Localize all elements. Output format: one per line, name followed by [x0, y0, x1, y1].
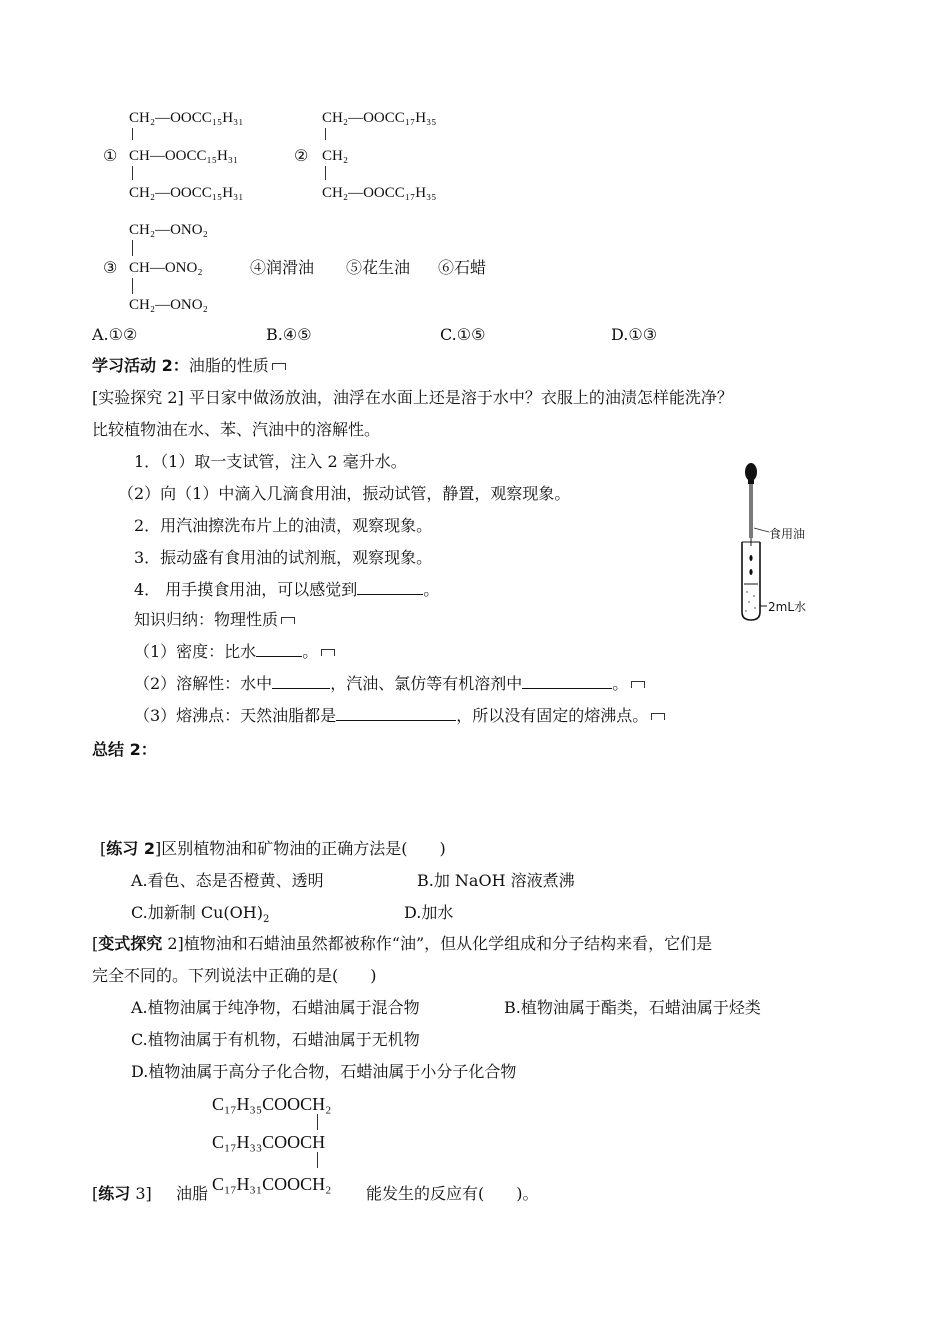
practice-2-text: 区别植物油和矿物油的正确方法是( ) [161, 839, 446, 858]
structure-3-number: ③ [103, 258, 118, 277]
bracket-open: [ [92, 1184, 99, 1203]
melting-end: ，所以没有固定的熔沸点。 [456, 706, 649, 725]
structure-3-bottom: CH₂—ONO₂ [129, 297, 208, 313]
step-1b: （2）向（1）中滴入几滴食用油，振动试管，静置，观察现象。 [118, 484, 571, 503]
option-b: B.④⑤ [266, 325, 312, 344]
paragraph-mark-icon [651, 713, 665, 720]
step-2: 2．用汽油擦洗布片上的油渍，观察现象。 [134, 516, 433, 535]
bond-line [325, 166, 326, 180]
bond-line [132, 166, 133, 180]
bond-line [317, 1152, 318, 1168]
option-a: A.①② [92, 325, 138, 344]
structure-2-bottom: CH₂—OOCC₁₇H₃₅ [322, 185, 437, 201]
activity-2-heading [92, 356, 286, 376]
bracket-close: ] [154, 839, 162, 858]
activity-2-label: 学习活动 2： [92, 356, 189, 375]
step-1: 1．（1）取一支试管，注入 2 毫升水。 [134, 452, 407, 471]
variant-2-line-1 [92, 934, 712, 954]
experiment-2-text-2: 比较植物油在水、苯、汽油中的溶解性。 [92, 420, 381, 439]
activity-2-title: 油脂的性质 [188, 356, 269, 375]
experiment-2-label: [实验探究 2] [92, 388, 184, 407]
practice-2-option-d: D.加水 [404, 903, 454, 922]
oil-label: 食用油 [769, 527, 806, 541]
summary-2-label: 总结 2： [92, 740, 157, 759]
formula-line-2: C₁₇H₃₃COOCH [212, 1132, 326, 1152]
formula-line-3: C₁₇H₃₁COOCH₂ [212, 1174, 332, 1194]
bond-line [132, 128, 133, 140]
substance-4: ④润滑油 [250, 258, 315, 277]
summary-physical [134, 610, 295, 630]
formula-line-1: C₁₇H₃₅COOCH₂ [212, 1094, 332, 1114]
paragraph-mark-icon [631, 681, 645, 688]
experiment-2-text-1: 平日家中做汤放油，油浮在水面上还是溶于水中？衣服上的油渍怎样能洗净？ [188, 388, 733, 407]
variant-2-option-b: B.植物油属于酯类，石蜡油属于烃类 [504, 998, 761, 1017]
density-end: 。 [302, 642, 319, 661]
solubility-end: 。 [612, 674, 629, 693]
variant-2-text-1: 植物油和石蜡油虽然都被称作“油”，但从化学组成和分子结构来看，它们是 [183, 934, 713, 953]
step-3: 3．振动盛有食用油的试剂瓶，观察现象。 [134, 548, 433, 567]
bond-line [325, 128, 326, 140]
step-4-text: 4． 用手摸食用油，可以感觉到 [134, 580, 358, 599]
substance-6: ⑥石蜡 [438, 258, 487, 277]
step-4 [134, 580, 439, 600]
structure-1-bottom: CH₂—OOCC₁₅H₃₁ [129, 185, 244, 201]
water-label: 2mL水 [768, 600, 807, 614]
structure-3-top: CH₂—ONO₂ [129, 222, 208, 238]
bond-line [132, 240, 133, 256]
practice-2-question [100, 839, 446, 859]
structure-2-mid: CH₂ [322, 148, 349, 164]
practice-3-label-text: 练习 [98, 1184, 131, 1203]
structure-2-top: CH₂—OOCC₁₇H₃₅ [322, 110, 437, 126]
paragraph-mark-icon [272, 363, 286, 370]
structure-3-mid: CH—ONO₂ [129, 260, 203, 276]
practice-3-number: 3] [130, 1184, 152, 1203]
step-4-end: 。 [423, 580, 440, 599]
structure-1-mid: CH—OOCC₁₅H₃₁ [129, 148, 239, 164]
blank-line [256, 655, 302, 657]
blank-line [272, 687, 330, 689]
variant-2-label: 变式探究 [98, 934, 163, 953]
solubility-label: （2）溶解性：水中 [134, 674, 273, 693]
summary-physical-label: 知识归纳：物理性质 [134, 610, 279, 629]
blank-line [522, 687, 612, 689]
practice-2-option-a: A.看色、态是否橙黄、透明 [131, 871, 324, 890]
variant-2-option-a: A.植物油属于纯净物，石蜡油属于混合物 [131, 998, 420, 1017]
blank-line [336, 719, 456, 721]
option-c-subscript: 2 [262, 914, 270, 926]
practice-3-label [92, 1184, 152, 1204]
practice-2-option-b: B.加 NaOH 溶液煮沸 [417, 871, 575, 890]
bracket-open: [ [100, 839, 107, 858]
option-c-text: C.加新制 Cu(OH) [131, 903, 263, 922]
density-label: （1）密度：比水 [134, 642, 257, 661]
structure-1-top: CH₂—OOCC₁₅H₃₁ [129, 110, 244, 126]
structure-2-number: ② [294, 146, 309, 165]
variant-2-option-c: C.植物油属于有机物，石蜡油属于无机物 [131, 1030, 420, 1049]
property-melting [134, 706, 665, 726]
bond-line [132, 278, 133, 294]
variant-2-number: 2] [162, 934, 184, 953]
experiment-2-line-1 [92, 388, 733, 408]
option-c: C.①⑤ [440, 325, 486, 344]
property-solubility [134, 674, 645, 694]
property-density [134, 642, 335, 662]
blank-line [357, 593, 423, 595]
practice-2-option-c [131, 903, 269, 930]
bracket-open: [ [92, 934, 99, 953]
solubility-mid: ，汽油、氯仿等有机溶剂中 [330, 674, 523, 693]
practice-2-label: 练习 2 [106, 839, 155, 858]
variant-2-text-2: 完全不同的。下列说法中正确的是( ) [92, 966, 377, 985]
substance-5: ⑤花生油 [346, 258, 411, 277]
paragraph-mark-icon [281, 617, 295, 624]
bond-line [317, 1114, 318, 1130]
melting-label: （3）熔沸点：天然油脂都是 [134, 706, 337, 725]
variant-2-option-d: D.植物油属于高分子化合物，石蜡油属于小分子化合物 [131, 1062, 517, 1081]
practice-3-text-pre: 油脂 [176, 1184, 209, 1203]
practice-3-text-post: 能发生的反应有( )。 [366, 1184, 539, 1203]
option-d: D.①③ [611, 325, 658, 344]
paragraph-mark-icon [321, 649, 335, 656]
structure-1-number: ① [103, 146, 118, 165]
